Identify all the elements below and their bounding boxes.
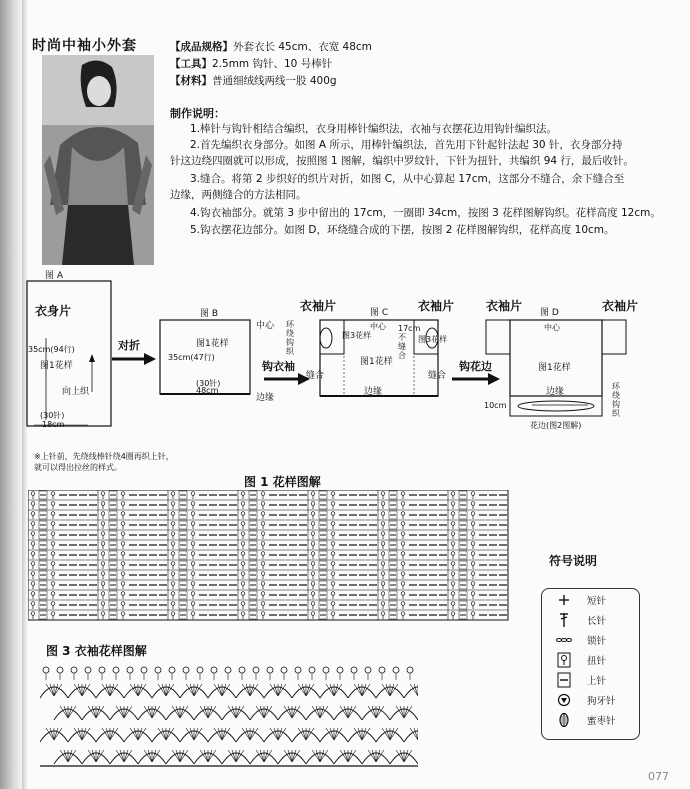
figure-b-name: 图 B	[200, 309, 219, 319]
spec-size-value: 外套衣长 45cm、衣宽 48cm	[233, 41, 372, 53]
model-photo-illustration	[42, 55, 154, 265]
legend-item	[542, 611, 639, 629]
spec-size-label: 【成品规格】	[170, 41, 233, 53]
instruction-step: 3.缝合。将第 2 步织好的织片对折，如图 C，从中心算起 17cm，这部分不缝合，余下缝合至	[190, 173, 625, 185]
spec-material-value: 普通细绒线两线一股 400g	[212, 75, 337, 87]
figure-d-center: 中心	[544, 323, 560, 332]
legend-item	[542, 671, 639, 689]
legend-item	[542, 631, 639, 649]
chart3-title: 图 3 衣袖花样图解	[46, 644, 147, 658]
page-number: 077	[648, 770, 669, 783]
figure-b-width: 48cm	[196, 386, 219, 395]
spec-tools-value: 2.5mm 钩针、10 号棒针	[212, 58, 333, 70]
figure-b-rows: 35cm(47行)	[168, 353, 215, 362]
figure-a-direction: 向上织	[62, 387, 90, 397]
figure-c-center: 中心	[370, 322, 386, 331]
instruction-step: 4.钩衣袖部分。就第 3 步中留出的 17cm，一圈即 34cm，按图 3 花样图解钩织。花样高度 12cm。	[190, 207, 661, 219]
twisted-stitch-icon	[556, 652, 572, 668]
instruction-step: 5.钩衣摆花边部分。如图 D，环绕缝合成的下摆，按图 2 花样图解钩织，花样高度 10cm。	[190, 224, 615, 236]
instructions-title: 制作说明：	[170, 107, 225, 120]
figure-c-seam-right: 缝合	[428, 371, 447, 381]
spec-tools-label: 【工具】	[170, 58, 212, 70]
legend-label: 扭针	[587, 656, 607, 667]
figure-c-seam-left: 缝合	[306, 371, 325, 381]
figure-d-border: 花边(图2图解)	[530, 421, 582, 430]
legend-item	[542, 591, 639, 609]
book-spine	[0, 0, 22, 789]
figure-d-height: 10cm	[484, 401, 507, 410]
picot-icon	[556, 692, 572, 708]
figure-a-pattern: 图1花样	[40, 361, 73, 371]
figure-a-rows: 35cm(94行)	[28, 345, 75, 354]
figure-b-stitches: (30针)	[196, 379, 221, 388]
legend-label: 上针	[587, 676, 607, 687]
spec-size	[170, 39, 372, 54]
figure-d-right-sleeve: 衣袖片	[602, 299, 639, 313]
figure-d-pattern1: 图1花样	[538, 363, 571, 373]
figure-d-edge: 边缘	[546, 387, 565, 397]
figure-b-edge: 边缘	[256, 393, 275, 403]
instruction-step: 2.首先编织衣身部分。如图 A 所示，用棒针编织法，首先用下针起针法起 30 针，衣身部分持	[190, 139, 623, 151]
legend-label: 狗牙针	[587, 696, 616, 707]
figure-c-name: 图 C	[370, 308, 389, 318]
figure-c-edge: 边缘	[364, 387, 383, 397]
figure-c-pattern3-left: 图3花样	[342, 331, 372, 340]
figure-b-center: 中心	[256, 321, 275, 331]
edge-label: 钩花边	[459, 360, 492, 373]
sleeve-arrow-icon	[264, 372, 310, 386]
spec-material-label: 【材料】	[170, 75, 212, 87]
instruction-step: 针这边绕四圈就可以形成，按照图 1 图解，编织中罗纹针，下针为扭针，共编织 94 行，最后收针。	[170, 155, 634, 167]
long-stitch-icon	[556, 612, 572, 628]
legend-item	[542, 651, 639, 669]
legend-label: 短针	[587, 596, 607, 607]
fold-arrow-icon	[112, 352, 156, 366]
instruction-step: 边缘，两侧缝合的方法相同。	[170, 189, 307, 201]
figure-d-left-sleeve: 衣袖片	[486, 299, 523, 313]
figure-c-around: 环绕钩织	[286, 320, 294, 356]
sleeve-label: 钩衣袖	[262, 360, 295, 373]
legend-label: 锁针	[587, 636, 607, 647]
legend-item	[542, 711, 639, 729]
figure-a-name: 图 A	[45, 271, 64, 281]
figure-c-right-sleeve: 衣袖片	[418, 299, 455, 313]
figure-c-pattern1: 图1花样	[360, 357, 393, 367]
legend-title: 符号说明	[549, 554, 598, 568]
chain-stitch-icon	[556, 632, 572, 648]
chart1-pattern-grid	[28, 490, 528, 622]
fold-label: 对折	[118, 339, 140, 352]
purl-stitch-icon	[556, 672, 572, 688]
bobble-icon	[556, 712, 572, 728]
legend-item	[542, 691, 639, 709]
legend-label: 长针	[587, 616, 607, 627]
spec-material	[170, 73, 337, 88]
short-stitch-icon	[556, 592, 572, 608]
figure-c-left-sleeve: 衣袖片	[300, 299, 337, 313]
figure-d-around: 环绕钩织	[612, 382, 620, 418]
legend-label: 蜜枣针	[587, 716, 616, 727]
figure-b-pattern: 图1花样	[196, 339, 229, 349]
chart1-note: ※上针前，先绕线棒针绕4圈再织上针，就可以得出拉丝的样式。	[34, 452, 174, 472]
instruction-step: 1.棒针与钩针相结合编织，衣身用棒针编织法，衣袖与衣摆花边用钩针编织法。	[190, 123, 558, 135]
spec-tools	[170, 56, 332, 71]
chart1-title: 图 1 花样图解	[244, 475, 321, 489]
figure-a-label: 衣身片	[35, 304, 72, 318]
figure-d-name: 图 D	[540, 308, 559, 318]
symbol-legend	[541, 588, 640, 740]
figure-c-pattern3-right: 图3花样	[418, 335, 448, 344]
chart3-pattern-grid	[40, 660, 418, 770]
figure-c-gauge: 17cm不缝合	[398, 324, 421, 360]
model-photo	[42, 55, 154, 265]
page-title: 时尚中袖小外套	[32, 38, 137, 54]
figure-a-width: 18cm	[42, 420, 65, 429]
figure-a-stitches: (30针)	[40, 411, 65, 420]
